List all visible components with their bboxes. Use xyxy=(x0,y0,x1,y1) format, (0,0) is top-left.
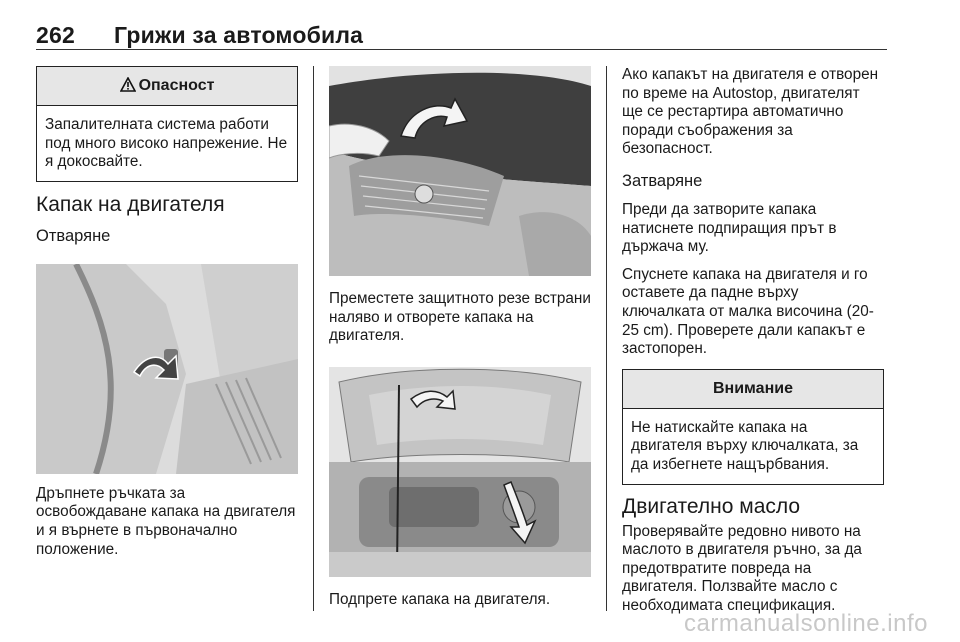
danger-box xyxy=(36,66,298,182)
danger-text: Запалителната система работи под много високо напрежение. Не я докосвайте. xyxy=(45,116,288,171)
section-heading-hood: Капак на двигателя xyxy=(36,192,225,216)
column-3 xyxy=(622,66,884,615)
danger-title: Опасност xyxy=(138,77,215,94)
header-rule xyxy=(36,49,887,50)
column-1 xyxy=(36,66,298,559)
column-divider-2 xyxy=(606,66,607,611)
section-heading-oil: Двигателно масло xyxy=(622,494,801,518)
figure-safety-catch xyxy=(329,66,591,276)
figure-hood-stay xyxy=(329,367,591,577)
caption-release-lever: Дръпнете ръчката за освобождаване капака на двигателя и я върнете в първоначално положение. xyxy=(36,484,296,558)
page-header xyxy=(36,22,363,49)
caption-hood-stay: Подпрете капака на двигателя. xyxy=(329,590,551,608)
oil-text: Проверявайте редовно нивото на маслото в двигателя ръчно, за да предотвратите повреда на двигателя. Ползвайте масло с необходимата спецификация. xyxy=(622,522,862,614)
watermark: carmanualsonline.info xyxy=(684,610,928,637)
caution-text: Не натискайте капака на двигателя върху ключалката, за да избегнете нащърбвания. xyxy=(631,418,859,473)
page-title: Грижи за автомобила xyxy=(114,22,364,48)
caution-box xyxy=(622,369,884,485)
column-2 xyxy=(329,66,591,609)
caution-box-body xyxy=(623,409,883,484)
page-number: 262 xyxy=(36,22,75,48)
warning-triangle-icon xyxy=(120,69,136,107)
autostop-text: Ако капакът на двигателя е отворен по време на Autostop, двигателят ще се рестартира автоматично поради съображения за безопасност. xyxy=(622,66,879,158)
subheading-opening: Отваряне xyxy=(36,226,111,245)
caption-safety-catch: Преместете защитното резе встрани наляво и отворете капака на двигателя. xyxy=(329,290,591,345)
danger-box-body xyxy=(37,106,297,181)
danger-box-header xyxy=(37,67,297,106)
subheading-closing: Затваряне xyxy=(622,171,703,190)
column-divider-1 xyxy=(313,66,314,611)
caution-title: Внимание xyxy=(713,379,793,397)
figure-release-lever xyxy=(36,264,298,474)
caution-box-header xyxy=(623,370,883,409)
closing-text-2: Спуснете капака на двигателя и го оставете да падне върху ключалката от малка височина (20-25 cm). Проверете дали капакът е застопорен. xyxy=(622,265,874,358)
closing-text-1: Преди да затворите капака натиснете подпиращия прът в държача му. xyxy=(622,200,837,256)
